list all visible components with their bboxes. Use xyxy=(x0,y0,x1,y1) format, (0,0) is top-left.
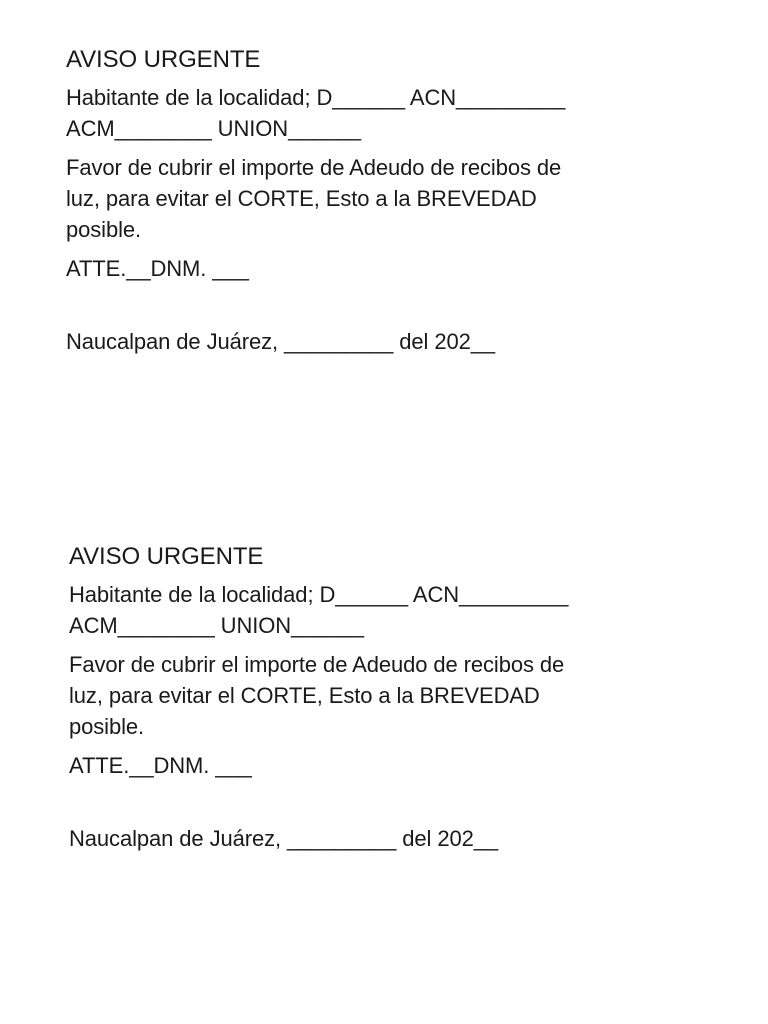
notice-title: AVISO URGENTE xyxy=(69,543,264,570)
message-line-3: posible. xyxy=(66,217,142,242)
address-line-2: ACM________ UNION______ xyxy=(66,116,361,141)
message-block xyxy=(69,649,709,742)
message-line-2: luz, para evitar el CORTE, Esto a la BREVEDAD xyxy=(66,186,537,211)
address-line-1: Habitante de la localidad; D______ ACN_________ xyxy=(69,582,569,607)
notice-top xyxy=(66,44,706,357)
message-line-3: posible. xyxy=(69,714,145,739)
address-block xyxy=(66,82,706,144)
message-line-1: Favor de cubrir el importe de Adeudo de recibos de xyxy=(66,155,562,180)
notice-bottom xyxy=(69,541,709,854)
address-line-2: ACM________ UNION______ xyxy=(69,613,364,638)
address-block xyxy=(69,579,709,641)
notice-title: AVISO URGENTE xyxy=(66,46,261,73)
message-block xyxy=(66,152,706,245)
message-line-1: Favor de cubrir el importe de Adeudo de recibos de xyxy=(69,652,565,677)
signature-line: ATTE.__DNM. ___ xyxy=(69,753,252,778)
message-line-2: luz, para evitar el CORTE, Esto a la BREVEDAD xyxy=(69,683,540,708)
address-line-1: Habitante de la localidad; D______ ACN_________ xyxy=(66,85,566,110)
signature-line: ATTE.__DNM. ___ xyxy=(66,256,249,281)
date-line: Naucalpan de Juárez, _________ del 202__ xyxy=(66,329,496,354)
date-line: Naucalpan de Juárez, _________ del 202__ xyxy=(69,826,499,851)
